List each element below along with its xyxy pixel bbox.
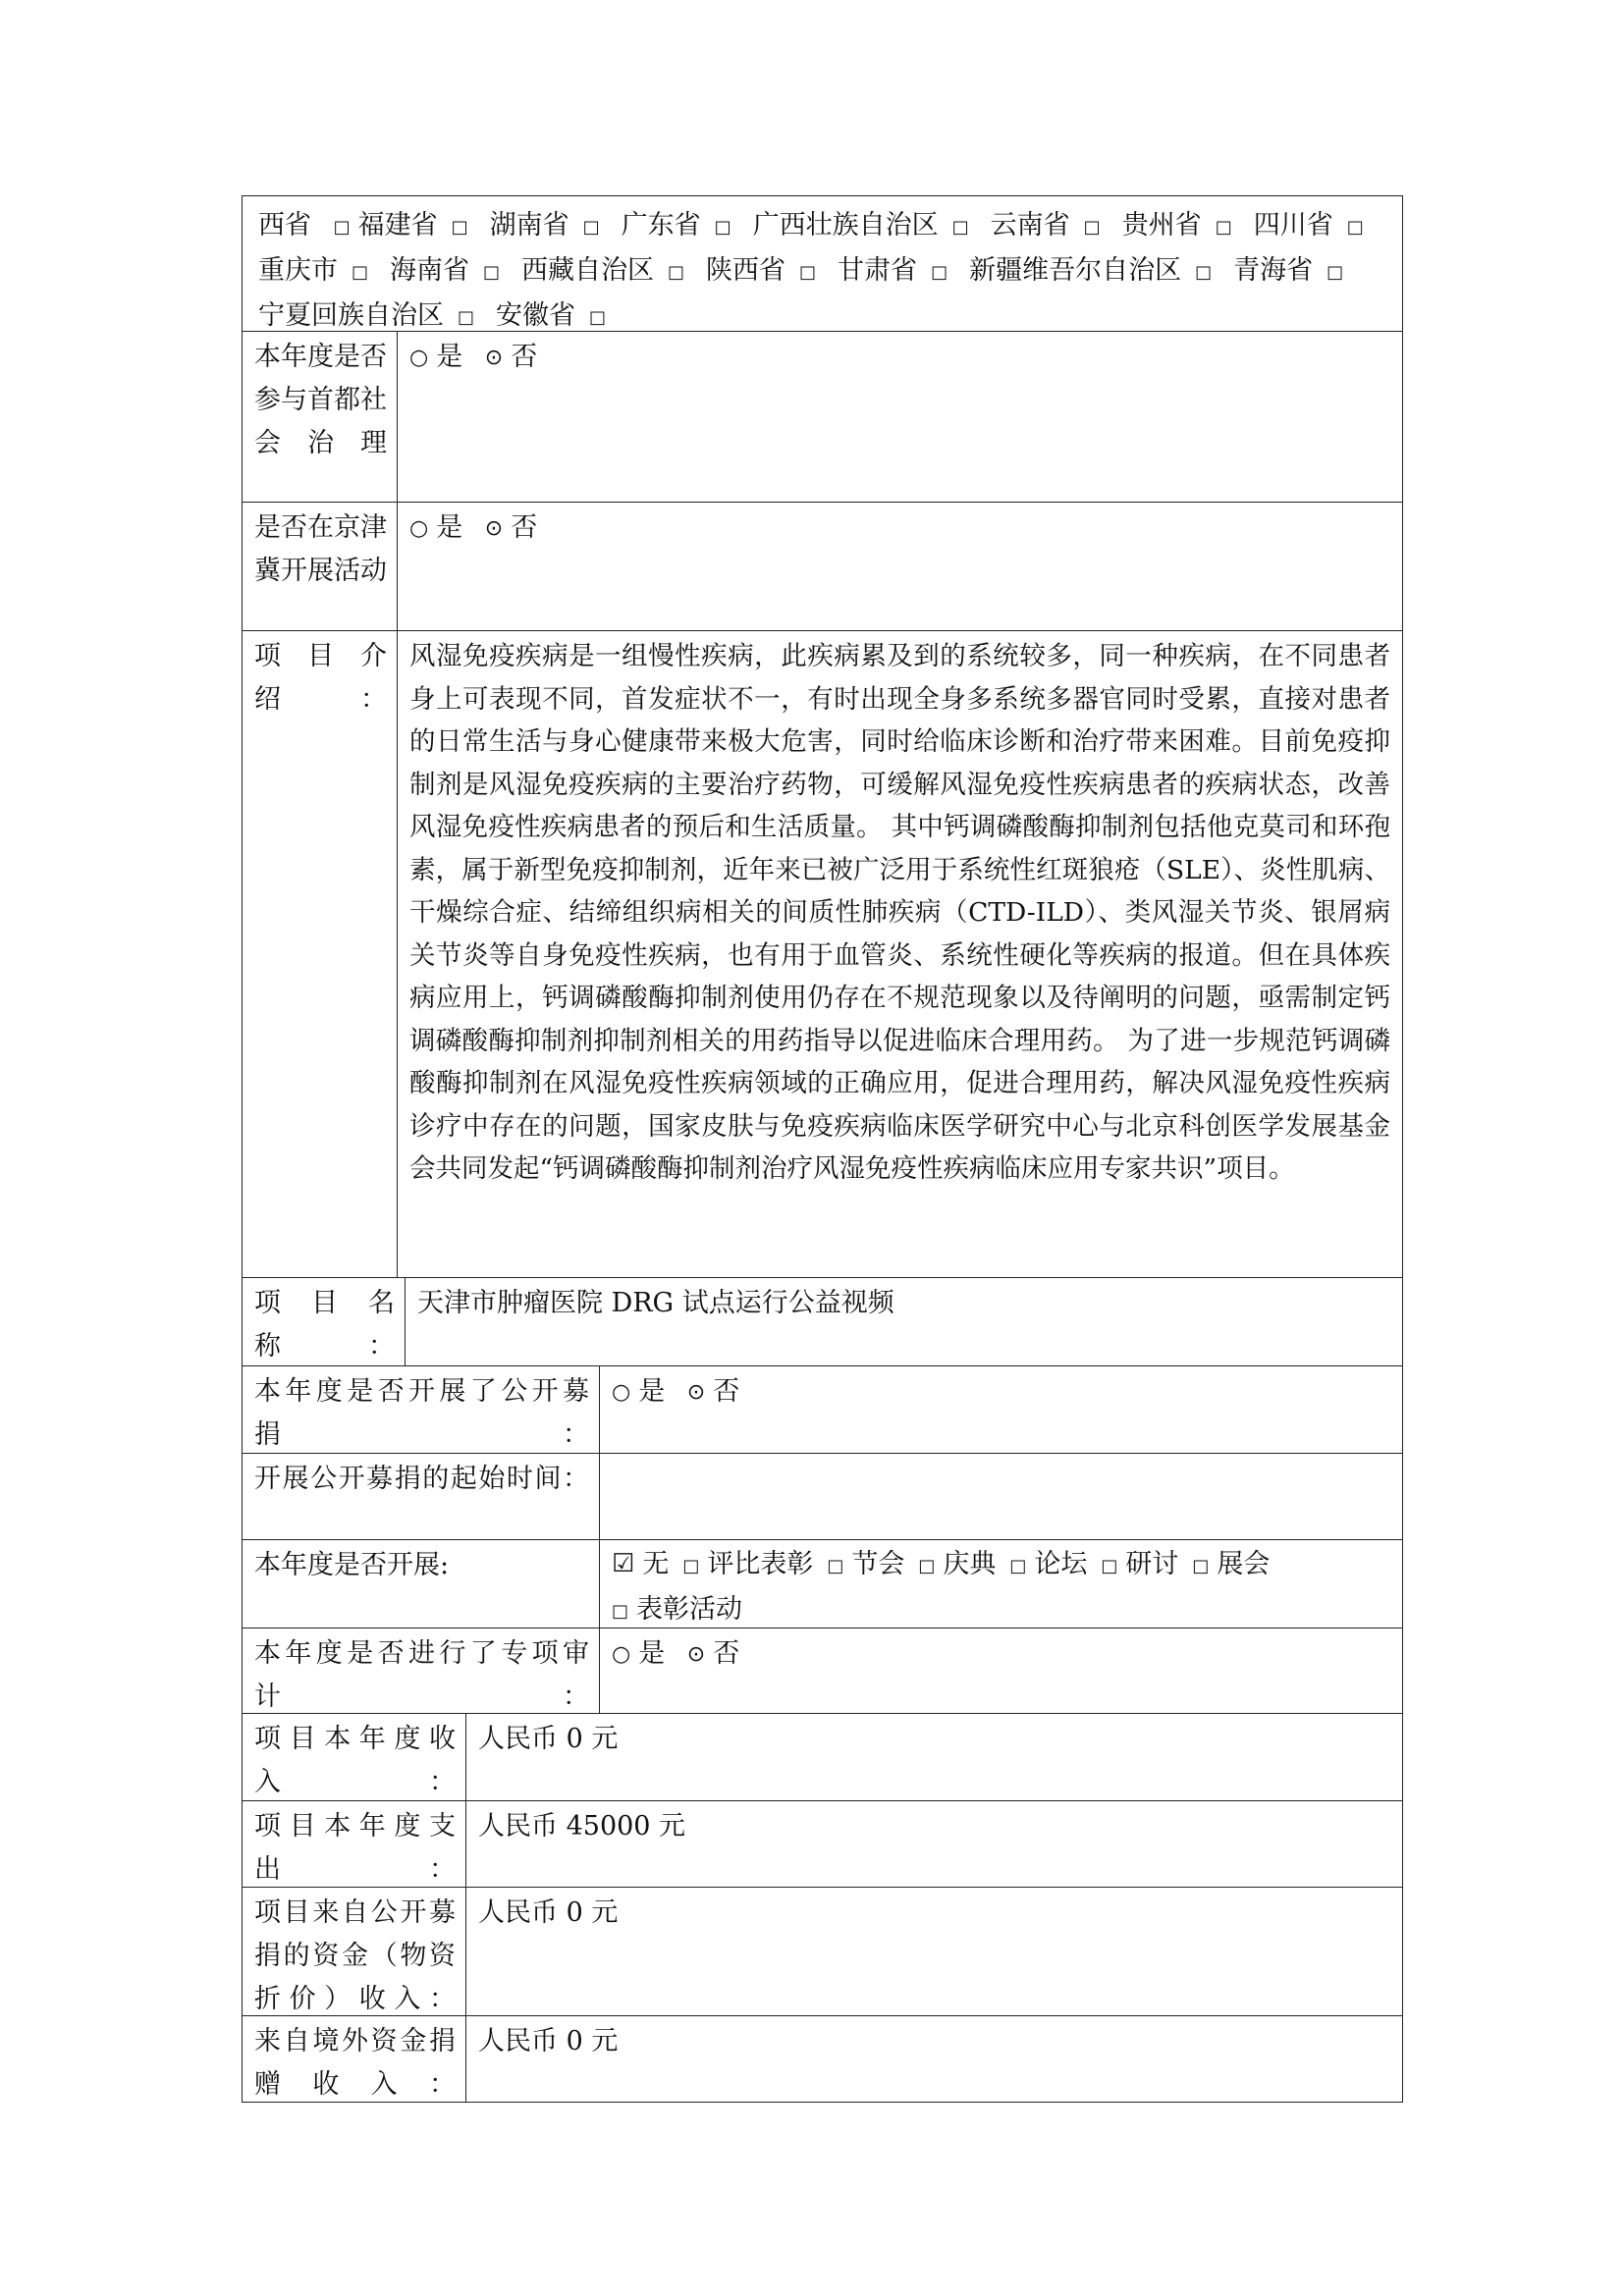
overseas-income-label: 来自境外资金捐赠收入： xyxy=(243,2016,466,2102)
radio-yes-label: 是 xyxy=(436,342,463,372)
checkbox-icon[interactable]: □ xyxy=(589,307,607,328)
checkbox-icon[interactable]: □ xyxy=(1326,262,1344,283)
activity-label: 评比表彰 xyxy=(707,1549,814,1579)
project-info-table xyxy=(242,195,1403,2103)
activity-label: 无 xyxy=(642,1549,670,1579)
expense-row xyxy=(243,1800,1402,1887)
radio-no-label: 否 xyxy=(511,512,538,543)
activities-checklist xyxy=(600,1540,1402,1628)
activity-label: 庆典 xyxy=(943,1549,997,1579)
special-audit-label: 本年度是否进行了专项审计： xyxy=(243,1629,600,1713)
activity-label: 论坛 xyxy=(1034,1549,1088,1579)
overseas-income-value: 人民币 0 元 xyxy=(478,2026,619,2056)
checkbox-icon[interactable]: □ xyxy=(1195,262,1213,283)
province-option[interactable] xyxy=(258,249,376,294)
public-fundraising-row xyxy=(243,1365,1402,1453)
capital-governance-options xyxy=(398,332,1402,502)
activity-option[interactable] xyxy=(682,1543,813,1588)
checkbox-icon[interactable]: □ xyxy=(352,262,369,283)
radio-no[interactable] xyxy=(687,1370,739,1415)
province-option[interactable] xyxy=(622,204,739,249)
province-option[interactable] xyxy=(838,249,955,294)
province-option[interactable] xyxy=(358,204,476,249)
project-name-value: 天津市肿瘤医院 DRG 试点运行公益视频 xyxy=(417,1288,894,1318)
province-option[interactable] xyxy=(991,204,1109,249)
project-name-row xyxy=(243,1277,1402,1365)
radio-on-icon: ⊙ xyxy=(484,346,504,370)
radio-no-label: 否 xyxy=(713,1638,740,1669)
capital-governance-label: 本年度是否参与首都社会治理 xyxy=(243,332,398,502)
checkbox-icon[interactable]: □ xyxy=(951,217,969,238)
activity-option[interactable] xyxy=(612,1542,669,1586)
checkbox-icon: □ xyxy=(612,1601,629,1622)
checkbox-icon: □ xyxy=(682,1556,700,1576)
public-fundraising-label: 本年度是否开展了公开募捐： xyxy=(243,1366,600,1453)
radio-no[interactable] xyxy=(485,336,537,380)
radio-no-label: 否 xyxy=(713,1376,740,1407)
special-audit-row xyxy=(243,1628,1402,1713)
province-label: 湖南省 xyxy=(489,210,569,240)
province-label: 安徽省 xyxy=(496,300,576,331)
checkbox-icon[interactable]: □ xyxy=(668,262,685,283)
province-label: 贵州省 xyxy=(1121,210,1202,240)
radio-off-icon: ○ xyxy=(409,346,429,370)
income-value: 人民币 0 元 xyxy=(478,1724,619,1754)
expense-value: 人民币 45000 元 xyxy=(478,1811,686,1842)
province-label: 四川省 xyxy=(1253,210,1333,240)
jingjinji-row xyxy=(243,502,1402,630)
province-option[interactable] xyxy=(521,249,692,294)
province-row xyxy=(243,196,1402,331)
checkbox-icon[interactable]: □ xyxy=(582,217,600,238)
capital-governance-row xyxy=(243,331,1402,502)
income-label: 项目本年度收入： xyxy=(243,1714,466,1800)
intro-label: 项 目 介绍： xyxy=(243,631,398,1277)
activity-option[interactable] xyxy=(827,1543,904,1588)
radio-yes-label: 是 xyxy=(436,512,463,543)
activities-row xyxy=(243,1539,1402,1628)
checkbox-icon[interactable]: □ xyxy=(714,217,731,238)
province-option[interactable] xyxy=(753,204,977,249)
intro-row xyxy=(243,630,1402,1277)
province-label: 广西壮族自治区 xyxy=(752,210,939,240)
activities-label: 本年度是否开展: xyxy=(243,1540,600,1628)
province-option[interactable] xyxy=(969,249,1219,294)
radio-yes[interactable] xyxy=(409,336,462,380)
activity-label: 研讨 xyxy=(1125,1549,1179,1579)
province-label: 陕西省 xyxy=(706,255,786,286)
province-label: 云南省 xyxy=(990,210,1070,240)
public-fundraising-options xyxy=(600,1366,1402,1453)
project-name-label: 项 目 名称 ： xyxy=(243,1278,406,1365)
radio-off-icon: ○ xyxy=(612,1642,631,1667)
radio-no[interactable] xyxy=(485,507,537,551)
radio-yes[interactable] xyxy=(612,1632,665,1677)
radio-off-icon: ○ xyxy=(409,516,429,541)
checkbox-icon: □ xyxy=(827,1556,844,1576)
expense-label: 项目本年度支出： xyxy=(243,1801,466,1887)
province-option[interactable] xyxy=(490,204,608,249)
province-label: 重庆市 xyxy=(258,255,338,286)
province-lead-text: 西省 xyxy=(258,210,311,240)
province-option[interactable] xyxy=(390,249,508,294)
activity-label: 表彰活动 xyxy=(636,1594,743,1625)
province-label: 广东省 xyxy=(621,210,701,240)
activity-option[interactable] xyxy=(918,1543,996,1588)
radio-no-label: 否 xyxy=(511,342,538,372)
checkbox-icon[interactable]: □ xyxy=(799,262,817,283)
radio-on-icon: ⊙ xyxy=(484,516,504,541)
jingjinji-label: 是否在京津冀开展活动 xyxy=(243,503,398,630)
province-option[interactable] xyxy=(706,249,824,294)
province-label: 新疆维吾尔自治区 xyxy=(969,255,1182,286)
jingjinji-options xyxy=(398,503,1402,630)
activity-option[interactable] xyxy=(1009,1543,1087,1588)
checkbox-icon[interactable]: □ xyxy=(1346,217,1364,238)
intro-text: 风湿免疫疾病是一组慢性疾病，此疾病累及到的系统较多，同一种疾病，在不同患者身上可表现不同，首发症状不一，有时出现全身多系统多器官同时受累，直接对患者的日常生活与身心健康带来极大危害，同时给临床诊断和治疗带来困难。目前免疫抑制剂是风湿免疫疾病的主要治疗药物，可缓解风湿免疫性疾病患者的疾病状态，改善风湿免疫性疾病患者的预后和生活质量。 其中钙调磷酸酶抑制剂包括他克莫司和环孢素，属于新型免疫抑制剂，近年来已被广泛用于系统性红斑狼疮（SLE）、炎性肌病、干燥综合症、结缔组织病相关的间质性肺疾病（CTD-ILD）、类风湿关节炎、银屑病关节炎等自身免疫性疾病，也有用于血管炎、系统性硬化等疾病的报道。但在具体疾病应用上，钙调磷酸酶抑制剂使用仍存在不规范现象以及待阐明的问题，亟需制定钙调磷酸酶抑制剂抑制剂相关的用药指导以促进临床合理用药。 为了进一步规范钙调磷酸酶抑制剂在风湿免疫性疾病领域的正确应用，促进合理用药，解决风湿免疫性疾病诊疗中存在的问题，国家皮肤与免疫疾病临床医学研究中心与北京科创医学发展基金会共同发起“钙调磷酸酶抑制剂治疗风湿免疫性疾病临床应用专家共识”项目。 xyxy=(409,641,1390,1184)
province-label: 福建省 xyxy=(357,210,438,240)
special-audit-options xyxy=(600,1629,1402,1713)
checkbox-icon[interactable]: □ xyxy=(1215,217,1232,238)
checkbox-icon: □ xyxy=(918,1556,936,1576)
radio-on-icon: ⊙ xyxy=(686,1380,706,1405)
checkbox-icon: □ xyxy=(1009,1556,1027,1576)
province-option[interactable] xyxy=(1233,249,1351,294)
activity-option[interactable] xyxy=(612,1588,742,1633)
public-funds-income-row xyxy=(243,1887,1402,2015)
radio-off-icon: ○ xyxy=(612,1380,631,1405)
radio-no[interactable] xyxy=(687,1632,739,1677)
province-label: 甘肃省 xyxy=(838,255,918,286)
activity-label: 展会 xyxy=(1217,1549,1271,1579)
province-checklist xyxy=(243,196,1402,331)
checkbox-icon: □ xyxy=(1192,1556,1210,1576)
checkbox-icon: □ xyxy=(1101,1556,1118,1576)
overseas-income-row xyxy=(243,2015,1402,2102)
income-row xyxy=(243,1713,1402,1800)
checkbox-icon[interactable]: □ xyxy=(333,217,351,238)
fundraising-start-row xyxy=(243,1453,1402,1539)
activity-option[interactable] xyxy=(1101,1543,1178,1588)
activity-label: 节会 xyxy=(851,1549,905,1579)
checkbox-icon[interactable]: □ xyxy=(931,262,948,283)
fundraising-start-label: 开展公开募捐的起始时间： xyxy=(243,1454,600,1539)
checkbox-icon[interactable]: □ xyxy=(458,307,475,328)
province-label: 西藏自治区 xyxy=(521,255,655,286)
province-label: 宁夏回族自治区 xyxy=(258,300,444,331)
checkbox-icon[interactable]: □ xyxy=(483,262,501,283)
radio-yes[interactable] xyxy=(612,1370,665,1415)
public-funds-income-label: 项目来自公开募捐的资金（物资折价）收入： xyxy=(243,1888,466,2015)
province-option[interactable] xyxy=(1254,204,1372,249)
activity-option[interactable] xyxy=(1192,1543,1270,1588)
radio-yes-label: 是 xyxy=(638,1638,666,1669)
province-label: 青海省 xyxy=(1233,255,1314,286)
checkbox-icon[interactable]: □ xyxy=(451,217,468,238)
radio-yes-label: 是 xyxy=(638,1376,666,1407)
province-label: 海南省 xyxy=(390,255,470,286)
province-option[interactable] xyxy=(1122,204,1240,249)
radio-on-icon: ⊙ xyxy=(686,1642,706,1667)
checked-box-icon: ☑ xyxy=(612,1549,635,1578)
checkbox-icon[interactable]: □ xyxy=(1083,217,1101,238)
radio-yes[interactable] xyxy=(409,507,462,551)
fundraising-start-value xyxy=(600,1454,1402,1539)
public-funds-income-value: 人民币 0 元 xyxy=(478,1897,619,1928)
